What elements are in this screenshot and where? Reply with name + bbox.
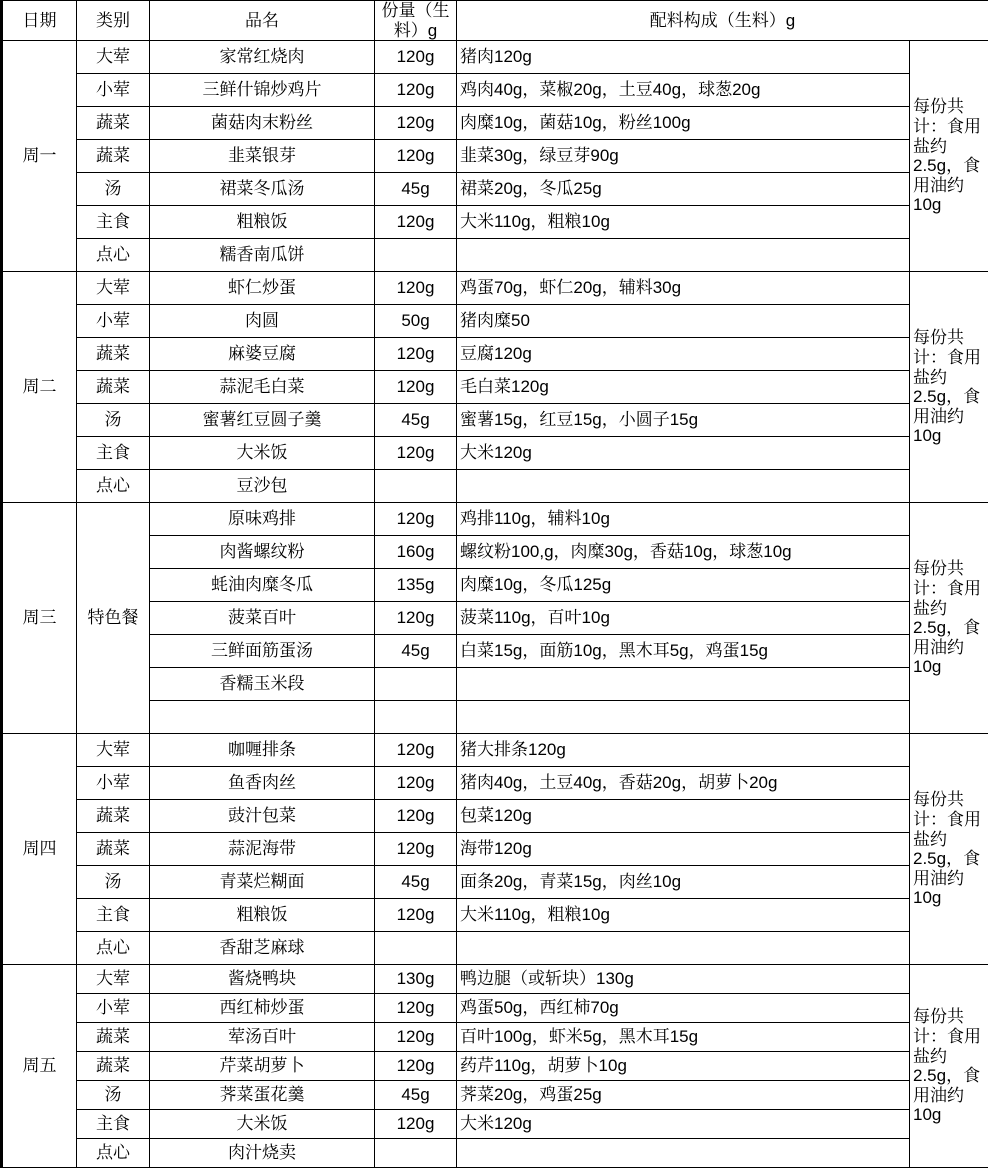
ingredients-cell: 猪肉120g bbox=[457, 41, 910, 74]
category-cell: 小荤 bbox=[77, 767, 150, 800]
portion-cell: 45g bbox=[375, 173, 457, 206]
portion-cell: 120g bbox=[375, 800, 457, 833]
dish-cell bbox=[150, 701, 375, 734]
ingredients-cell: 猪肉糜50 bbox=[457, 305, 910, 338]
portion-cell: 120g bbox=[375, 371, 457, 404]
portion-cell: 120g bbox=[375, 206, 457, 239]
table-row bbox=[2, 569, 988, 602]
table-row bbox=[2, 767, 988, 800]
table-row bbox=[2, 371, 988, 404]
table-row bbox=[2, 470, 988, 503]
dish-cell: 麻婆豆腐 bbox=[150, 338, 375, 371]
portion-cell: 120g bbox=[375, 272, 457, 305]
ingredients-cell: 大米120g bbox=[457, 437, 910, 470]
day-cell: 周一 bbox=[2, 41, 77, 272]
header-ingredients: 配料构成（生料）g bbox=[457, 1, 988, 41]
dish-cell: 青菜烂糊面 bbox=[150, 866, 375, 899]
ingredients-cell: 裙菜20g，冬瓜25g bbox=[457, 173, 910, 206]
category-cell: 汤 bbox=[77, 173, 150, 206]
ingredients-cell: 鸡排110g，辅料10g bbox=[457, 503, 910, 536]
dish-cell: 肉酱螺纹粉 bbox=[150, 536, 375, 569]
portion-cell bbox=[375, 1139, 457, 1168]
category-cell: 点心 bbox=[77, 470, 150, 503]
dish-cell: 大米饭 bbox=[150, 437, 375, 470]
dish-cell: 豉汁包菜 bbox=[150, 800, 375, 833]
portion-cell: 45g bbox=[375, 404, 457, 437]
dish-cell: 家常红烧肉 bbox=[150, 41, 375, 74]
salt-oil-note-cell: 每份共计：食用盐约2.5g，食用油约10g bbox=[910, 734, 988, 965]
category-cell: 大荤 bbox=[77, 965, 150, 994]
ingredients-cell: 大米120g bbox=[457, 1110, 910, 1139]
category-cell: 汤 bbox=[77, 866, 150, 899]
table-row bbox=[2, 239, 988, 272]
table-row bbox=[2, 833, 988, 866]
dish-cell: 虾仁炒蛋 bbox=[150, 272, 375, 305]
table-row bbox=[2, 1139, 988, 1168]
portion-cell: 50g bbox=[375, 305, 457, 338]
ingredients-cell bbox=[457, 668, 910, 701]
table-header bbox=[2, 1, 988, 41]
dish-cell: 菠菜百叶 bbox=[150, 602, 375, 635]
category-cell: 点心 bbox=[77, 1139, 150, 1168]
table-row bbox=[2, 1081, 988, 1110]
table-row bbox=[2, 536, 988, 569]
portion-cell: 120g bbox=[375, 1110, 457, 1139]
ingredients-cell: 荠菜20g，鸡蛋25g bbox=[457, 1081, 910, 1110]
portion-cell: 120g bbox=[375, 437, 457, 470]
salt-oil-note-cell: 每份共计：食用盐约2.5g，食用油约10g bbox=[910, 503, 988, 734]
table-row bbox=[2, 932, 988, 965]
portion-cell: 120g bbox=[375, 503, 457, 536]
dish-cell: 西红柿炒蛋 bbox=[150, 994, 375, 1023]
table-row bbox=[2, 734, 988, 767]
portion-cell: 45g bbox=[375, 866, 457, 899]
ingredients-cell bbox=[457, 701, 910, 734]
table-row bbox=[2, 994, 988, 1023]
table-row bbox=[2, 338, 988, 371]
ingredients-cell: 白菜15g，面筋10g，黑木耳5g，鸡蛋15g bbox=[457, 635, 910, 668]
dish-cell: 蒜泥海带 bbox=[150, 833, 375, 866]
ingredients-cell bbox=[457, 932, 910, 965]
dish-cell: 酱烧鸭块 bbox=[150, 965, 375, 994]
ingredients-cell: 毛白菜120g bbox=[457, 371, 910, 404]
salt-oil-note-cell: 每份共计：食用盐约2.5g，食用油约10g bbox=[910, 41, 988, 272]
category-cell: 小荤 bbox=[77, 305, 150, 338]
category-cell: 点心 bbox=[77, 239, 150, 272]
portion-cell: 120g bbox=[375, 767, 457, 800]
ingredients-cell: 肉糜10g，冬瓜125g bbox=[457, 569, 910, 602]
day-cell: 周三 bbox=[2, 503, 77, 734]
category-cell: 蔬菜 bbox=[77, 833, 150, 866]
dish-cell: 香糯玉米段 bbox=[150, 668, 375, 701]
portion-cell: 120g bbox=[375, 1023, 457, 1052]
table-row bbox=[2, 1023, 988, 1052]
dish-cell: 蒜泥毛白菜 bbox=[150, 371, 375, 404]
category-cell: 主食 bbox=[77, 206, 150, 239]
table-row bbox=[2, 305, 988, 338]
header-portion: 份量（生料）g bbox=[375, 1, 457, 41]
portion-cell: 45g bbox=[375, 1081, 457, 1110]
table-row bbox=[2, 701, 988, 734]
table-row bbox=[2, 899, 988, 932]
table-row bbox=[2, 206, 988, 239]
ingredients-cell: 猪肉40g，土豆40g，香菇20g，胡萝卜20g bbox=[457, 767, 910, 800]
ingredients-cell: 韭菜30g，绿豆芽90g bbox=[457, 140, 910, 173]
category-cell: 小荤 bbox=[77, 74, 150, 107]
ingredients-cell: 猪大排条120g bbox=[457, 734, 910, 767]
dish-cell: 三鲜什锦炒鸡片 bbox=[150, 74, 375, 107]
portion-cell: 120g bbox=[375, 1052, 457, 1081]
ingredients-cell: 菠菜110g，百叶10g bbox=[457, 602, 910, 635]
category-cell: 主食 bbox=[77, 899, 150, 932]
dish-cell: 糯香南瓜饼 bbox=[150, 239, 375, 272]
dish-cell: 芹菜胡萝卜 bbox=[150, 1052, 375, 1081]
table-row bbox=[2, 74, 988, 107]
table-row bbox=[2, 173, 988, 206]
ingredients-cell: 大米110g，粗粮10g bbox=[457, 206, 910, 239]
ingredients-cell: 鸡蛋70g，虾仁20g，辅料30g bbox=[457, 272, 910, 305]
category-cell: 特色餐 bbox=[77, 503, 150, 734]
ingredients-cell: 包菜120g bbox=[457, 800, 910, 833]
header-date: 日期 bbox=[2, 1, 77, 41]
portion-cell bbox=[375, 239, 457, 272]
dish-cell: 肉汁烧卖 bbox=[150, 1139, 375, 1168]
dish-cell: 原味鸡排 bbox=[150, 503, 375, 536]
header-row bbox=[2, 1, 988, 41]
category-cell: 大荤 bbox=[77, 734, 150, 767]
table-row bbox=[2, 140, 988, 173]
portion-cell bbox=[375, 668, 457, 701]
day-cell: 周二 bbox=[2, 272, 77, 503]
portion-cell bbox=[375, 470, 457, 503]
salt-oil-note-cell: 每份共计：食用盐约2.5g，食用油约10g bbox=[910, 272, 988, 503]
table-body bbox=[2, 41, 988, 1168]
category-cell: 点心 bbox=[77, 932, 150, 965]
ingredients-cell: 鸡肉40g，菜椒20g，土豆40g，球葱20g bbox=[457, 74, 910, 107]
category-cell: 蔬菜 bbox=[77, 1052, 150, 1081]
portion-cell bbox=[375, 932, 457, 965]
dish-cell: 粗粮饭 bbox=[150, 899, 375, 932]
table-row bbox=[2, 965, 988, 994]
dish-cell: 荠菜蛋花羹 bbox=[150, 1081, 375, 1110]
ingredients-cell: 百叶100g，虾米5g，黑木耳15g bbox=[457, 1023, 910, 1052]
dish-cell: 鱼香肉丝 bbox=[150, 767, 375, 800]
dish-cell: 蚝油肉糜冬瓜 bbox=[150, 569, 375, 602]
category-cell: 大荤 bbox=[77, 272, 150, 305]
portion-cell: 120g bbox=[375, 338, 457, 371]
dish-cell: 三鲜面筋蛋汤 bbox=[150, 635, 375, 668]
portion-cell: 120g bbox=[375, 107, 457, 140]
portion-cell: 45g bbox=[375, 635, 457, 668]
category-cell: 主食 bbox=[77, 437, 150, 470]
dish-cell: 蜜薯红豆圆子羹 bbox=[150, 404, 375, 437]
portion-cell: 120g bbox=[375, 833, 457, 866]
category-cell: 蔬菜 bbox=[77, 140, 150, 173]
dish-cell: 豆沙包 bbox=[150, 470, 375, 503]
dish-cell: 咖喱排条 bbox=[150, 734, 375, 767]
table-row bbox=[2, 602, 988, 635]
salt-oil-note-cell: 每份共计：食用盐约2.5g，食用油约10g bbox=[910, 965, 988, 1168]
day-cell: 周五 bbox=[2, 965, 77, 1168]
table-row bbox=[2, 635, 988, 668]
portion-cell: 120g bbox=[375, 734, 457, 767]
table-row bbox=[2, 437, 988, 470]
dish-cell: 肉圆 bbox=[150, 305, 375, 338]
dish-cell: 香甜芝麻球 bbox=[150, 932, 375, 965]
portion-cell bbox=[375, 701, 457, 734]
ingredients-cell bbox=[457, 470, 910, 503]
table-row bbox=[2, 1052, 988, 1081]
table-row bbox=[2, 41, 988, 74]
dish-cell: 大米饭 bbox=[150, 1110, 375, 1139]
header-category: 类别 bbox=[77, 1, 150, 41]
dish-cell: 荤汤百叶 bbox=[150, 1023, 375, 1052]
portion-cell: 120g bbox=[375, 899, 457, 932]
table-row bbox=[2, 1110, 988, 1139]
ingredients-cell: 蜜薯15g，红豆15g，小圆子15g bbox=[457, 404, 910, 437]
table-row bbox=[2, 866, 988, 899]
category-cell: 蔬菜 bbox=[77, 800, 150, 833]
portion-cell: 120g bbox=[375, 140, 457, 173]
ingredients-cell: 海带120g bbox=[457, 833, 910, 866]
table-row bbox=[2, 107, 988, 140]
table-row bbox=[2, 800, 988, 833]
category-cell: 蔬菜 bbox=[77, 371, 150, 404]
ingredients-cell: 鸡蛋50g，西红柿70g bbox=[457, 994, 910, 1023]
ingredients-cell: 豆腐120g bbox=[457, 338, 910, 371]
category-cell: 大荤 bbox=[77, 41, 150, 74]
ingredients-cell: 大米110g，粗粮10g bbox=[457, 899, 910, 932]
ingredients-cell bbox=[457, 1139, 910, 1168]
day-cell: 周四 bbox=[2, 734, 77, 965]
table-row bbox=[2, 503, 988, 536]
category-cell: 蔬菜 bbox=[77, 107, 150, 140]
ingredients-cell bbox=[457, 239, 910, 272]
table-row bbox=[2, 668, 988, 701]
ingredients-cell: 面条20g，青菜15g，肉丝10g bbox=[457, 866, 910, 899]
table-row bbox=[2, 404, 988, 437]
dish-cell: 菌菇肉末粉丝 bbox=[150, 107, 375, 140]
ingredients-cell: 药芹110g，胡萝卜10g bbox=[457, 1052, 910, 1081]
category-cell: 汤 bbox=[77, 404, 150, 437]
dish-cell: 韭菜银芽 bbox=[150, 140, 375, 173]
dish-cell: 粗粮饭 bbox=[150, 206, 375, 239]
portion-cell: 120g bbox=[375, 74, 457, 107]
portion-cell: 160g bbox=[375, 536, 457, 569]
category-cell: 主食 bbox=[77, 1110, 150, 1139]
portion-cell: 120g bbox=[375, 602, 457, 635]
portion-cell: 120g bbox=[375, 994, 457, 1023]
ingredients-cell: 鸭边腿（或斩块）130g bbox=[457, 965, 910, 994]
dish-cell: 裙菜冬瓜汤 bbox=[150, 173, 375, 206]
portion-cell: 120g bbox=[375, 41, 457, 74]
category-cell: 汤 bbox=[77, 1081, 150, 1110]
header-dish: 品名 bbox=[150, 1, 375, 41]
portion-cell: 135g bbox=[375, 569, 457, 602]
ingredients-cell: 肉糜10g，菌菇10g，粉丝100g bbox=[457, 107, 910, 140]
category-cell: 蔬菜 bbox=[77, 338, 150, 371]
category-cell: 蔬菜 bbox=[77, 1023, 150, 1052]
category-cell: 小荤 bbox=[77, 994, 150, 1023]
ingredients-cell: 螺纹粉100,g，肉糜30g，香菇10g，球葱10g bbox=[457, 536, 910, 569]
portion-cell: 130g bbox=[375, 965, 457, 994]
table-row bbox=[2, 272, 988, 305]
